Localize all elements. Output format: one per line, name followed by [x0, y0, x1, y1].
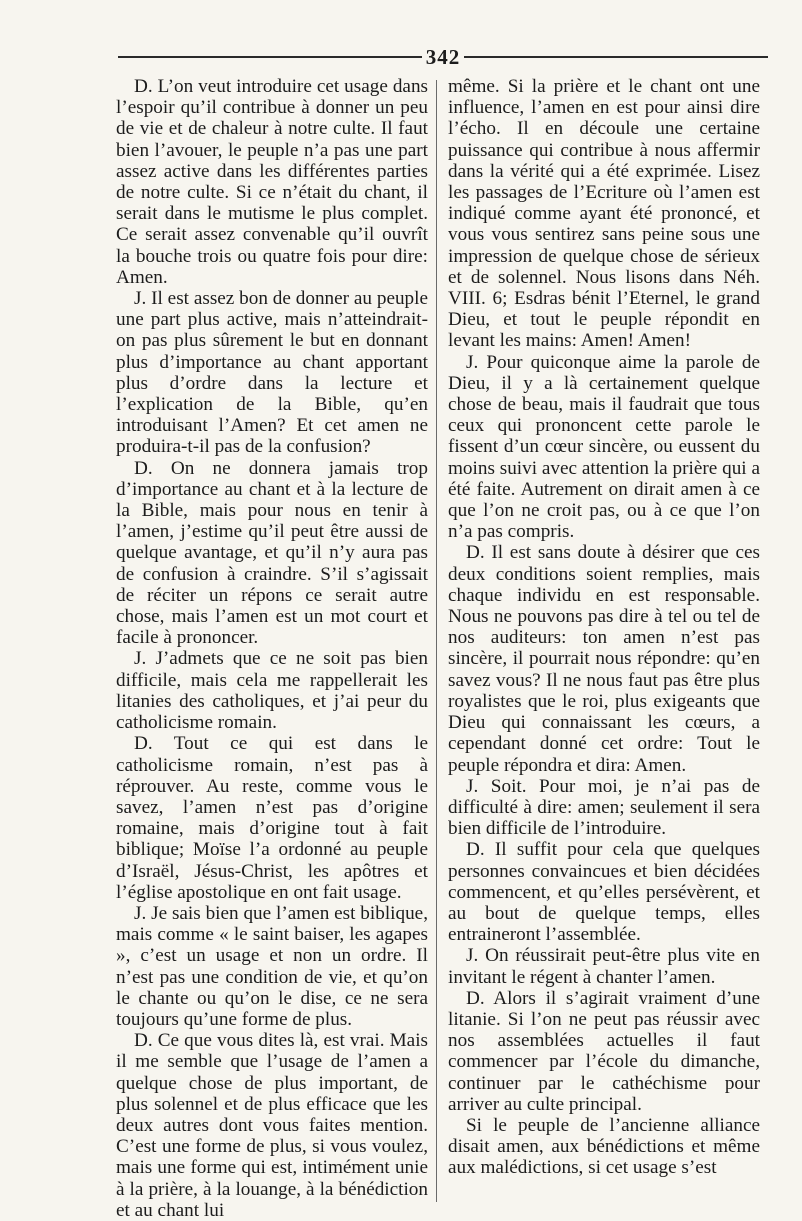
- paragraph: D. Il est sans doute à désirer que ces deux conditions soient remplies, mais chaque individu en est responsable. Nous ne pouvons pas dire à tel ou tel de nos auditeurs: ton amen n’est pas sincère, il pourrait nous répondre: qu’en savez vous? Il ne nous faut pas être plus royalistes que le roi, plus exigeants que Dieu qui connaissant les cœurs, a cependant donné cet ordre: Tout le peuple répondra et dira: Amen.: [448, 542, 760, 776]
- page-number: 342: [425, 44, 461, 69]
- paragraph: J. Il est assez bon de donner au peuple une part plus active, mais n’atteindrait-on pas plus sûrement le but en donnant plus d’importance au chant apportant plus d’ordre dans la lecture et l’explication de la Bible, qu’en introduisant l’Amen? Et cet amen ne produira-t-il pas de la confusion?: [116, 288, 428, 458]
- paragraph: J. J’admets que ce ne soit pas bien difficile, mais cela me rappellerait les litanies des catholiques, et j’ai peur du catholicisme romain.: [116, 648, 428, 734]
- header-rule-right: [464, 56, 768, 58]
- paragraph: J. Pour quiconque aime la parole de Dieu, il y a là certainement quelque chose de beau, mais il faudrait que tous ceux qui prononcent cette parole le fissent d’un cœur sincère, ou eussent du moins suivi avec attention la prière qui a été faite. Autrement on dirait amen à ce que l’on ne croit pas, ou à ce que l’on n’a pas compris.: [448, 351, 760, 543]
- left-column: [116, 76, 428, 1221]
- paragraph: D. L’on veut introduire cet usage dans l’espoir qu’il contribue à donner un peu de vie et de chaleur à notre culte. Il faut bien l’avouer, le peuple n’a pas une part assez active dans les différentes parties de notre culte. Si ce n’était du chant, il serait dans le mutisme le plus complet. Ce serait assez convenable qu’il ouvrît la bouche trois ou quatre fois pour dire: Amen.: [116, 76, 428, 288]
- paragraph: D. Tout ce qui est dans le catholicisme romain, n’est pas à réprouver. Au reste, comme vous le savez, l’amen n’est pas d’origine romaine, mais d’origine tout à fait biblique; Moïse l’a ordonné au peuple d’Israël, Jésus-Christ, les apôtres et l’église apostolique en ont fait usage.: [116, 733, 428, 903]
- right-column: [448, 76, 760, 1179]
- paragraph: J. Soit. Pour moi, je n’ai pas de difficulté à dire: amen; seulement il sera bien difficile de l’introduire.: [448, 775, 760, 840]
- header-rule-left: [118, 56, 422, 58]
- paragraph: D. Alors il s’agirait vraiment d’une litanie. Si l’on ne peut pas réussir avec nos assemblées actuelles il faut commencer par l’école du dimanche, continuer par le cathéchisme pour arriver au culte principal.: [448, 987, 760, 1115]
- paragraph: Si le peuple de l’ancienne alliance disait amen, aux bénédictions et même aux malédictions, si cet usage s’est: [448, 1114, 760, 1179]
- paragraph: D. On ne donnera jamais trop d’importance au chant et à la lecture de la Bible, mais pour nous en tenir à l’amen, j’estime qu’il peut être aussi de quelque avantage, et qu’il n’y aura pas de confusion à craindre. S’il s’agissait de réciter un répons ce serait autre chose, mais l’amen est un mot court et facile à prononcer.: [116, 457, 428, 649]
- paragraph: D. Il suffit pour cela que quelques personnes convaincues et bien décidées commencent, et qu’elles persévèrent, et au bout de quelque temps, elles entraineront l’assemblée.: [448, 839, 760, 946]
- column-divider: [436, 80, 437, 1202]
- paragraph: J. On réussirait peut-être plus vite en invitant le régent à chanter l’amen.: [448, 945, 760, 988]
- page-header: [118, 44, 768, 70]
- paragraph: J. Je sais bien que l’amen est biblique, mais comme « le saint baiser, les agapes », c’est un usage et non un ordre. Il n’est pas une condition de vie, et qu’on le chante ou qu’on le dise, ce ne sera toujours qu’une forme de plus.: [116, 902, 428, 1030]
- paragraph: D. Ce que vous dites là, est vrai. Mais il me semble que l’usage de l’amen a quelque chose de plus important, de plus solennel et de plus efficace que les deux autres dont vous faites mention. C’est une forme de plus, si vous voulez, mais une forme qui est, intimément unie à la prière, à la louange, à la bénédiction et au chant lui: [116, 1030, 428, 1221]
- paragraph: même. Si la prière et le chant ont une influence, l’amen en est pour ainsi dire l’écho. Il en découle une certaine puissance qui contribue à nous affermir dans la vérité qui a été exprimée. Lisez les passages de l’Ecriture où l’amen est indiqué comme ayant été prononcé, et vous vous sentirez sans peine sous une impression de quelque chose de sérieux et de solennel. Nous lisons dans Néh. VIII. 6; Esdras bénit l’Eternel, le grand Dieu, et tout le peuple répondit en levant les mains: Amen! Amen!: [448, 76, 760, 352]
